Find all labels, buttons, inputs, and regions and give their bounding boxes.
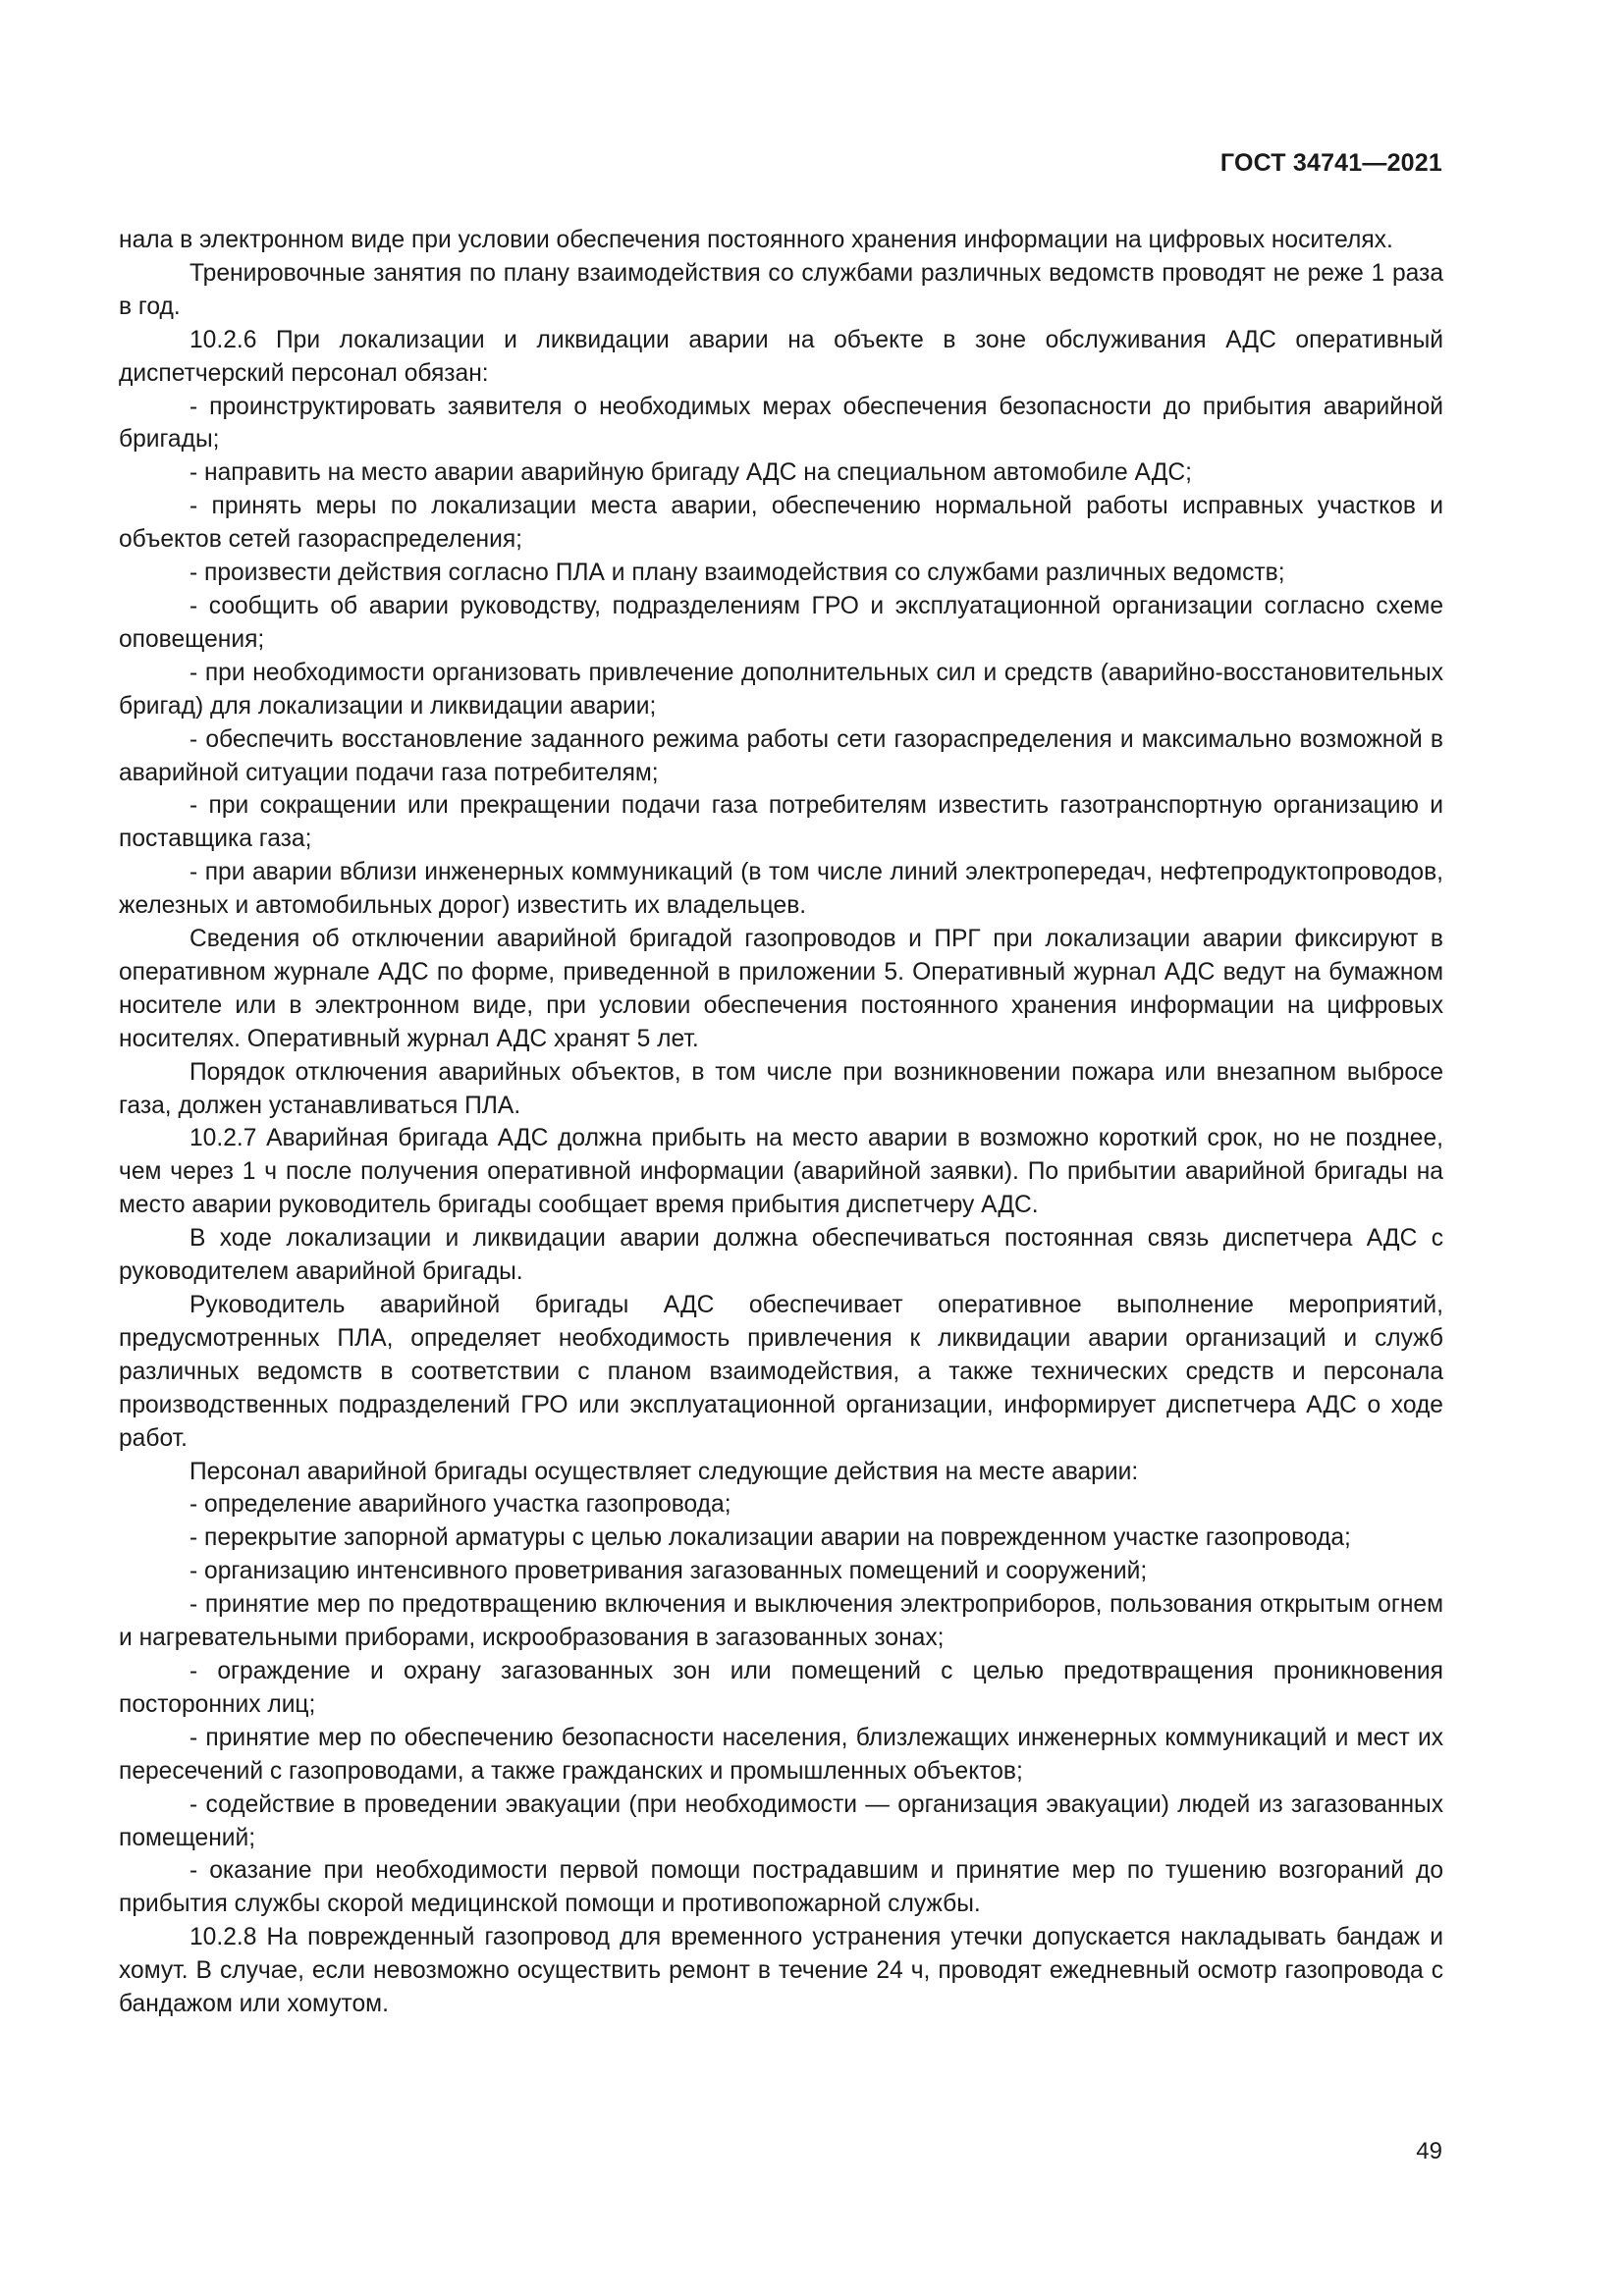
paragraph-10-2-6: 10.2.6 При локализации и ликвидации аварии на объекте в зоне обслуживания АДС оперативный диспетчерский персонал обязан:: [119, 326, 1443, 387]
paragraph-training: Тренировочные занятия по плану взаимодействия со службами различных ведомств проводят не реже 1 раза в год.: [119, 259, 1443, 320]
document-standard-header: ГОСТ 34741—2021: [1219, 149, 1442, 177]
list-item: - произвести действия согласно ПЛА и плану взаимодействия со службами различных ведомств;: [189, 560, 1285, 587]
list-item: - перекрытие запорной арматуры с целью локализации аварии на поврежденном участке газопровода;: [189, 1524, 1351, 1552]
list-item: - определение аварийного участка газопровода;: [189, 1491, 731, 1519]
list-item: - ограждение и охрану загазованных зон или помещений с целью предотвращения проникновения посторонних лиц;: [119, 1657, 1443, 1718]
paragraph-10-2-7: 10.2.7 Аварийная бригада АДС должна прибыть на место аварии в возможно короткий срок, но не позднее, чем через 1 ч после получения оперативной информации (аварийной заявки). По прибытии аварийной бригады на место аварии руководитель бригады сообщает время прибытия диспетчеру АДС.: [119, 1125, 1443, 1219]
list-item: - сообщить об аварии руководству, подразделениям ГРО и эксплуатационной организации согласно схеме оповещения;: [119, 592, 1443, 653]
list-item: - обеспечить восстановление заданного режима работы сети газораспределения и максимально возможной в аварийной ситуации подачи газа потребителям;: [119, 725, 1443, 786]
list-item: - при необходимости организовать привлечение дополнительных сил и средств (аварийно-восстановительных бригад) для локализации и ликвидации аварии;: [119, 659, 1443, 720]
page-number: 49: [1416, 2138, 1442, 2164]
list-item: - оказание при необходимости первой помощи пострадавшим и принятие мер по тушению возгораний до прибытия службы скорой медицинской помощи и противопожарной службы.: [119, 1857, 1443, 1918]
list-item: - принятие мер по обеспечению безопасности населения, близлежащих инженерных коммуникаций и мест их пересечений с газопроводами, а также гражданских и промышленных объектов;: [119, 1724, 1443, 1785]
list-item: - содействие в проведении эвакуации (при необходимости — организация эвакуации) людей из загазованных помещений;: [119, 1790, 1443, 1851]
paragraph-communication: В ходе локализации и ликвидации аварии должна обеспечиваться постоянная связь диспетчера АДС с руководителем аварийной бригады.: [119, 1225, 1443, 1286]
paragraph-brigade-leader: Руководитель аварийной бригады АДС обеспечивает оперативное выполнение мероприятий, предусмотренных ПЛА, определяет необходимость привлечения к ликвидации аварии организаций и служб различных ведомств в соответствии с планом взаимодействия, а также технических средств и персонала производственных подразделений ГРО или эксплуатационной организации, информирует диспетчера АДС о ходе работ.: [119, 1292, 1443, 1452]
paragraph-10-2-8: 10.2.8 На поврежденный газопровод для временного устранения утечки допускается накладывать бандаж и хомут. В случае, если невозможно осуществить ремонт в течение 24 ч, проводят ежедневный осмотр газопровода с бандажом или хомутом.: [119, 1924, 1443, 2018]
list-item: - принятие мер по предотвращению включения и выключения электроприборов, пользования открытым огнем и нагревательными приборами, искрообразования в загазованных зонах;: [119, 1591, 1443, 1652]
list-item: - принять меры по локализации места аварии, обеспечению нормальной работы исправных участков и объектов сетей газораспределения;: [119, 493, 1443, 554]
paragraph-brigade-actions: Персонал аварийной бригады осуществляет следующие действия на месте аварии:: [189, 1458, 1139, 1485]
paragraph-shutdown-order: Порядок отключения аварийных объектов, в том числе при возникновении пожара или внезапном выбросе газа, должен устанавливаться ПЛА.: [119, 1058, 1443, 1119]
page-body: [119, 224, 1443, 2021]
list-item: - организацию интенсивного проветривания загазованных помещений и сооружений;: [189, 1558, 1148, 1585]
paragraph-journal: Сведения об отключении аварийной бригадой газопроводов и ПРГ при локализации аварии фиксируют в оперативном журнале АДС по форме, приведенной в приложении 5. Оперативный журнал АДС ведут на бумажном носителе или в электронном виде, при условии обеспечения постоянного хранения информации на цифровых носителях. Оперативный журнал АДС хранят 5 лет.: [119, 926, 1443, 1052]
list-item: - направить на место аварии аварийную бригаду АДС на специальном автомобиле АДС;: [189, 459, 1192, 487]
list-item: - при аварии вблизи инженерных коммуникаций (в том числе линий электропередач, нефтепродуктопроводов, железных и автомобильных дорог) известить их владельцев.: [119, 859, 1443, 920]
paragraph-continuation: нала в электронном виде при условии обеспечения постоянного хранения информации на цифровых носителях.: [119, 227, 1393, 253]
list-item: - проинструктировать заявителя о необходимых мерах обеспечения безопасности до прибытия аварийной бригады;: [119, 393, 1443, 454]
list-item: - при сокращении или прекращении подачи газа потребителям известить газотранспортную организацию и поставщика газа;: [119, 792, 1443, 853]
